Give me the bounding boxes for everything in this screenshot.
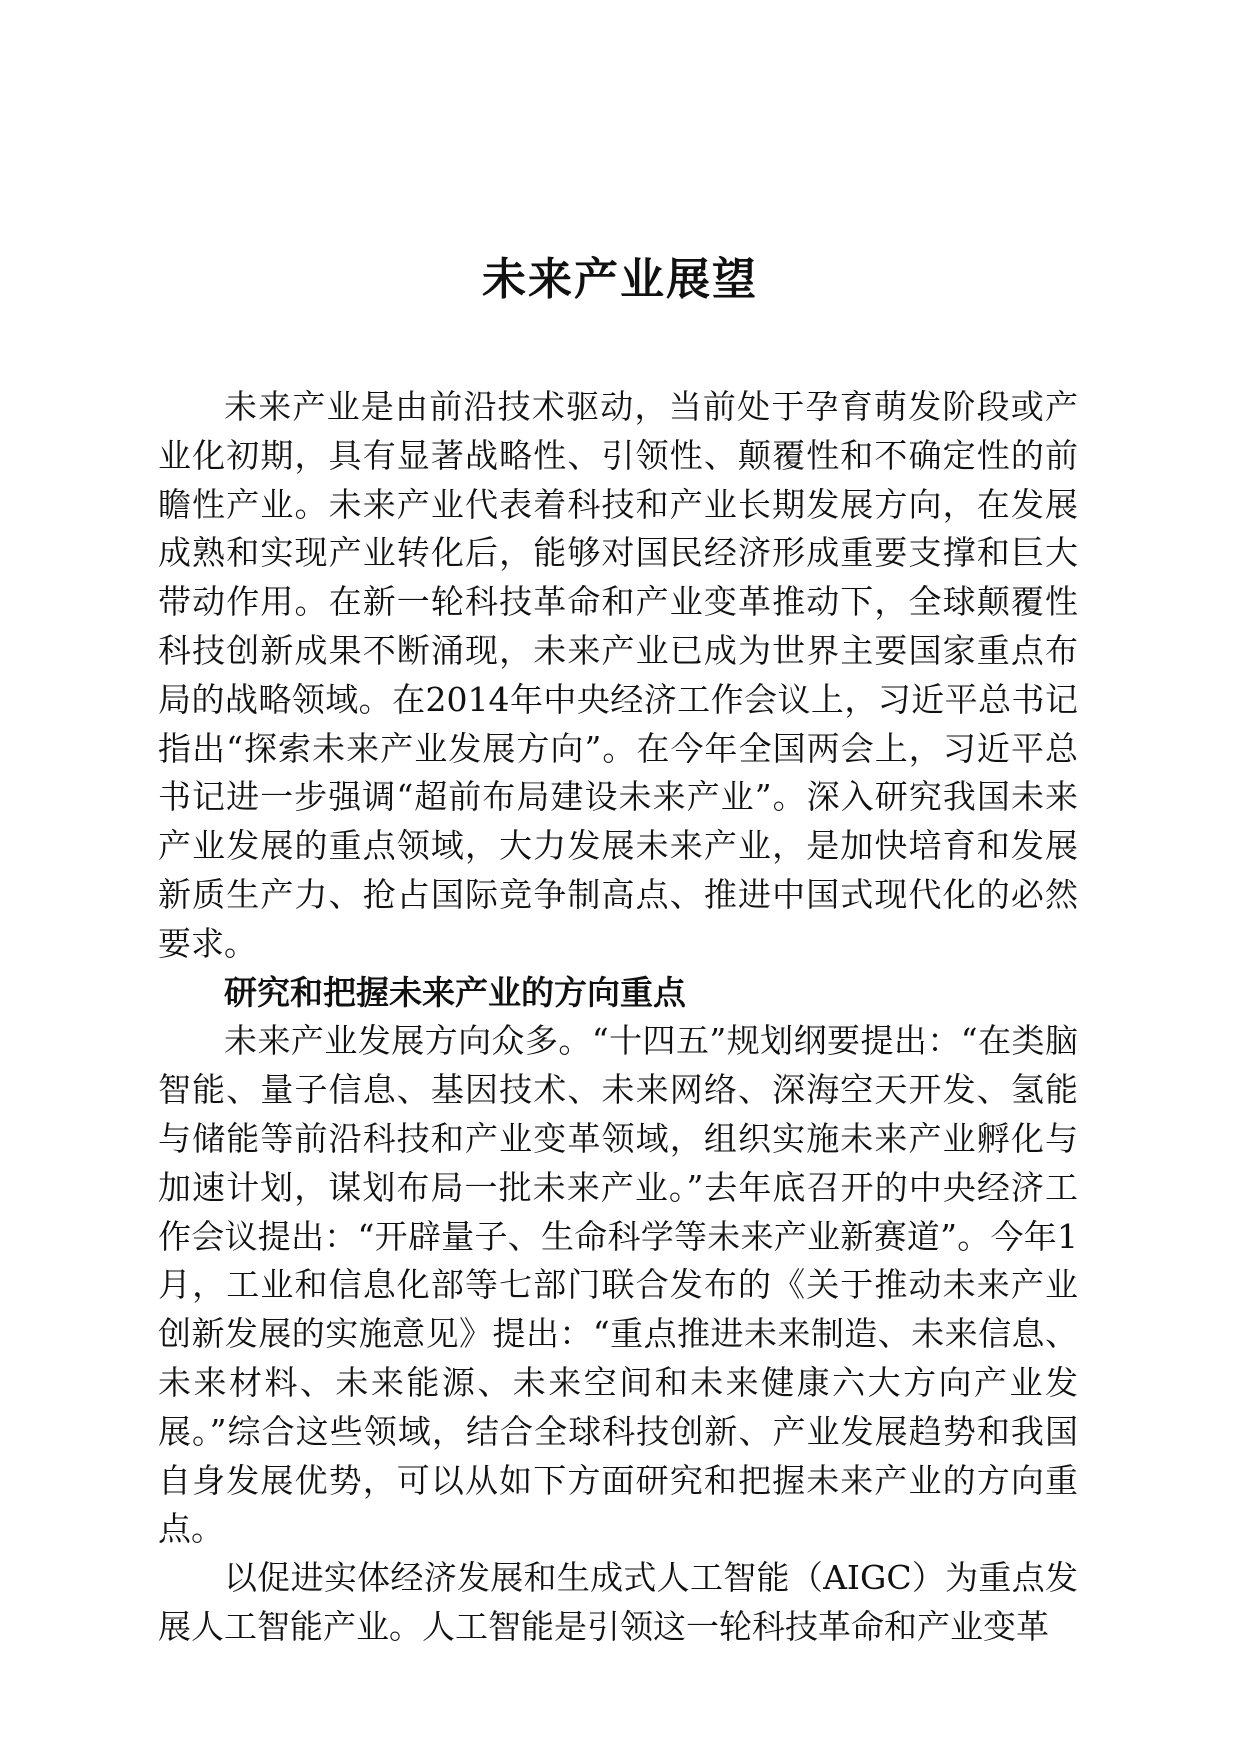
section-heading: 研究和把握未来产业的方向重点 (224, 972, 686, 1012)
paragraph-intro: 未来产业是由前沿技术驱动，当前处于孕育萌发阶段或产业化初期，具有显著战略性、引领性、颠覆性和不确定性的前瞻性产业。未来产业代表着科技和产业长期发展方向，在发展成熟和实现产业转化后，能够对国民经济形成重要支撑和巨大带动作用。在新一轮科技革命和产业变革推动下，全球颠覆性科技创新成果不断涌现，未来产业已成为世界主要国家重点布局的战略领域。在2014年中央经济工作会议上，习近平总书记指出“探索未来产业发展方向”。在今年全国两会上，习近平总书记进一步强调“超前布局建设未来产业”。深入研究我国未来产业发展的重点领域，大力发展未来产业，是加快培育和发展新质生产力、抢占国际竞争制高点、推进中国式现代化的必然要求。 (158, 387, 1078, 963)
paragraph-directions: 未来产业发展方向众多。“十四五”规划纲要提出：“在类脑智能、量子信息、基因技术、未来网络、深海空天开发、氢能与储能等前沿科技和产业变革领域，组织实施未来产业孵化与加速计划，谋划布局一批未来产业。”去年底召开的中央经济工作会议提出：“开辟量子、生命科学等未来产业新赛道”。今年1月，工业和信息化部等七部门联合发布的《关于推动未来产业创新发展的实施意见》提出：“重点推进未来制造、未来信息、未来材料、未来能源、未来空间和未来健康六大方向产业发展。”综合这些领域，结合全球科技创新、产业发展趋势和我国自身发展优势，可以从如下方面研究和把握未来产业的方向重点。 (158, 1021, 1078, 1549)
document-title: 未来产业展望 (482, 254, 758, 305)
paragraph-ai: 以促进实体经济发展和生成式人工智能（AIGC）为重点发展人工智能产业。人工智能是引领这一轮科技革命和产业变革 (158, 1558, 1078, 1646)
document-body (158, 383, 1078, 1652)
